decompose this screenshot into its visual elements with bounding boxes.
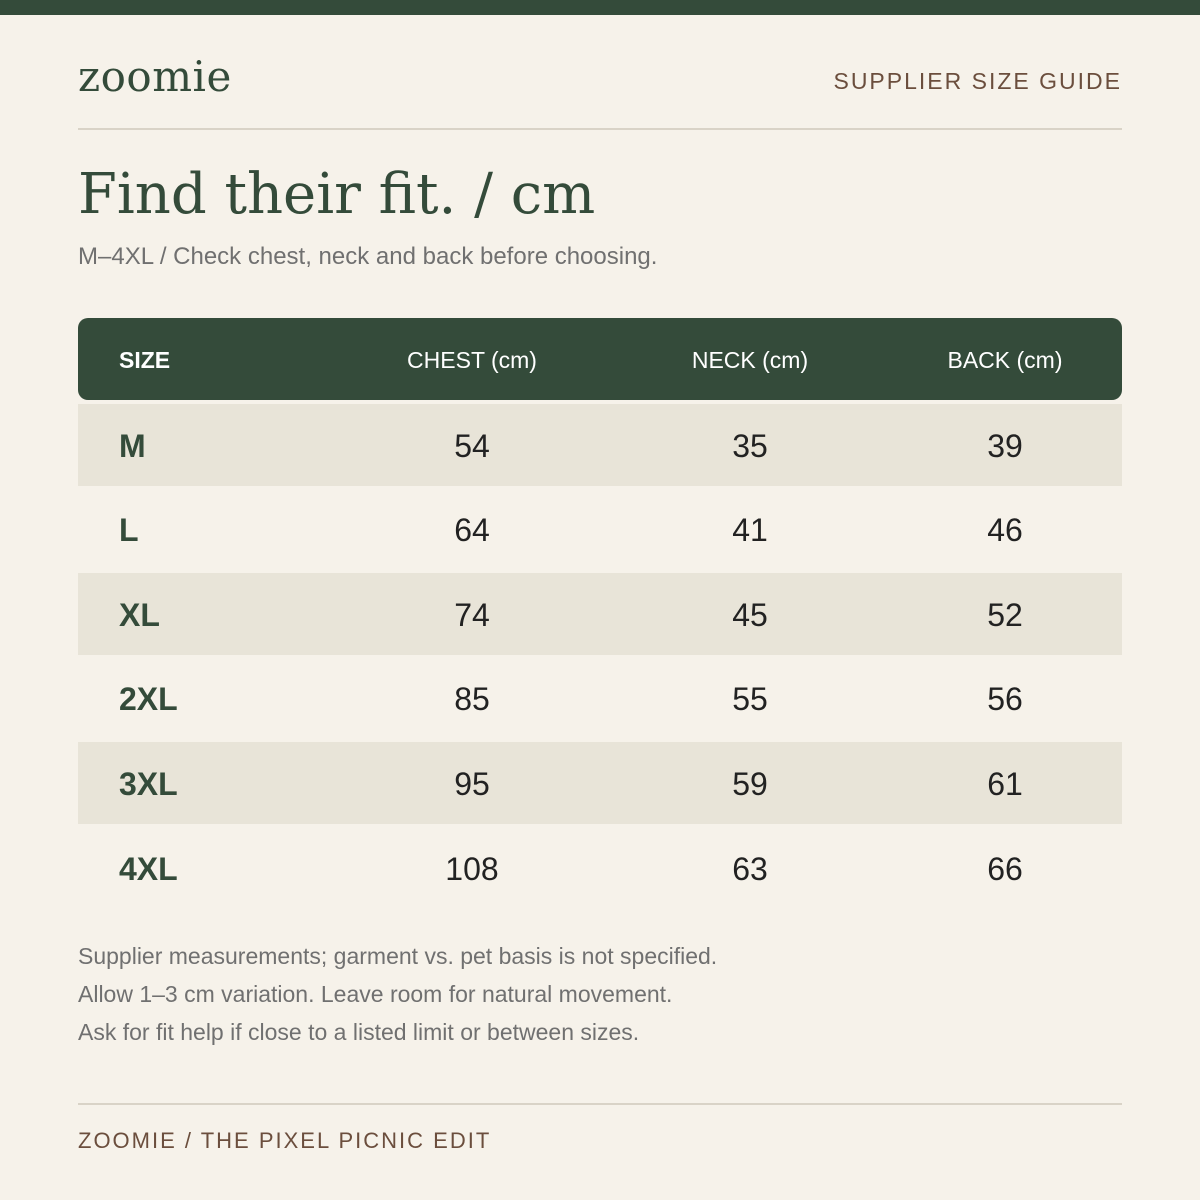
header-divider — [78, 128, 1122, 130]
neck-cell: 41 — [732, 512, 768, 548]
table-row — [78, 573, 1122, 655]
footer-text: ZOOMIE / THE PIXEL PICNIC EDIT — [78, 1128, 492, 1153]
top-accent-bar — [0, 0, 1200, 15]
back-cell: 39 — [987, 428, 1023, 464]
chest-cell: 108 — [445, 851, 499, 887]
header-back: BACK (cm) — [947, 347, 1063, 373]
chest-cell: 74 — [454, 597, 490, 633]
table-row — [78, 488, 1122, 570]
table-row — [78, 404, 1122, 486]
table-row — [78, 827, 1122, 909]
table-row — [78, 742, 1122, 824]
size-table-header — [78, 318, 1122, 400]
brand-logo: zoomie — [78, 52, 232, 101]
back-cell: 52 — [987, 597, 1023, 633]
size-cell: XL — [119, 597, 160, 633]
size-cell: 2XL — [119, 681, 178, 717]
neck-cell: 55 — [732, 681, 768, 717]
page-subtitle: M–4XL / Check chest, neck and back before choosing. — [78, 243, 658, 270]
size-cell: L — [119, 512, 139, 548]
back-cell: 66 — [987, 851, 1023, 887]
chest-cell: 54 — [454, 428, 490, 464]
page-title: Find their fit. / cm — [78, 162, 596, 227]
back-cell: 61 — [987, 766, 1023, 802]
note-line: Ask for fit help if close to a listed limit or between sizes. — [78, 1019, 640, 1045]
size-cell: 4XL — [119, 851, 178, 887]
chest-cell: 85 — [454, 681, 490, 717]
neck-cell: 45 — [732, 597, 768, 633]
neck-cell: 63 — [732, 851, 768, 887]
note-line: Supplier measurements; garment vs. pet basis is not specified. — [78, 943, 718, 969]
guide-label: SUPPLIER SIZE GUIDE — [833, 68, 1122, 94]
neck-cell: 59 — [732, 766, 768, 802]
chest-cell: 64 — [454, 512, 490, 548]
header-size: SIZE — [119, 347, 171, 373]
note-line: Allow 1–3 cm variation. Leave room for natural movement. — [78, 981, 673, 1007]
chest-cell: 95 — [454, 766, 490, 802]
footer-divider — [78, 1103, 1122, 1105]
back-cell: 46 — [987, 512, 1023, 548]
header-neck: NECK (cm) — [691, 347, 809, 373]
header-chest: CHEST (cm) — [407, 347, 537, 373]
size-cell: 3XL — [119, 766, 178, 802]
neck-cell: 35 — [732, 428, 768, 464]
size-cell: M — [119, 428, 146, 464]
table-row — [78, 657, 1122, 739]
back-cell: 56 — [987, 681, 1023, 717]
